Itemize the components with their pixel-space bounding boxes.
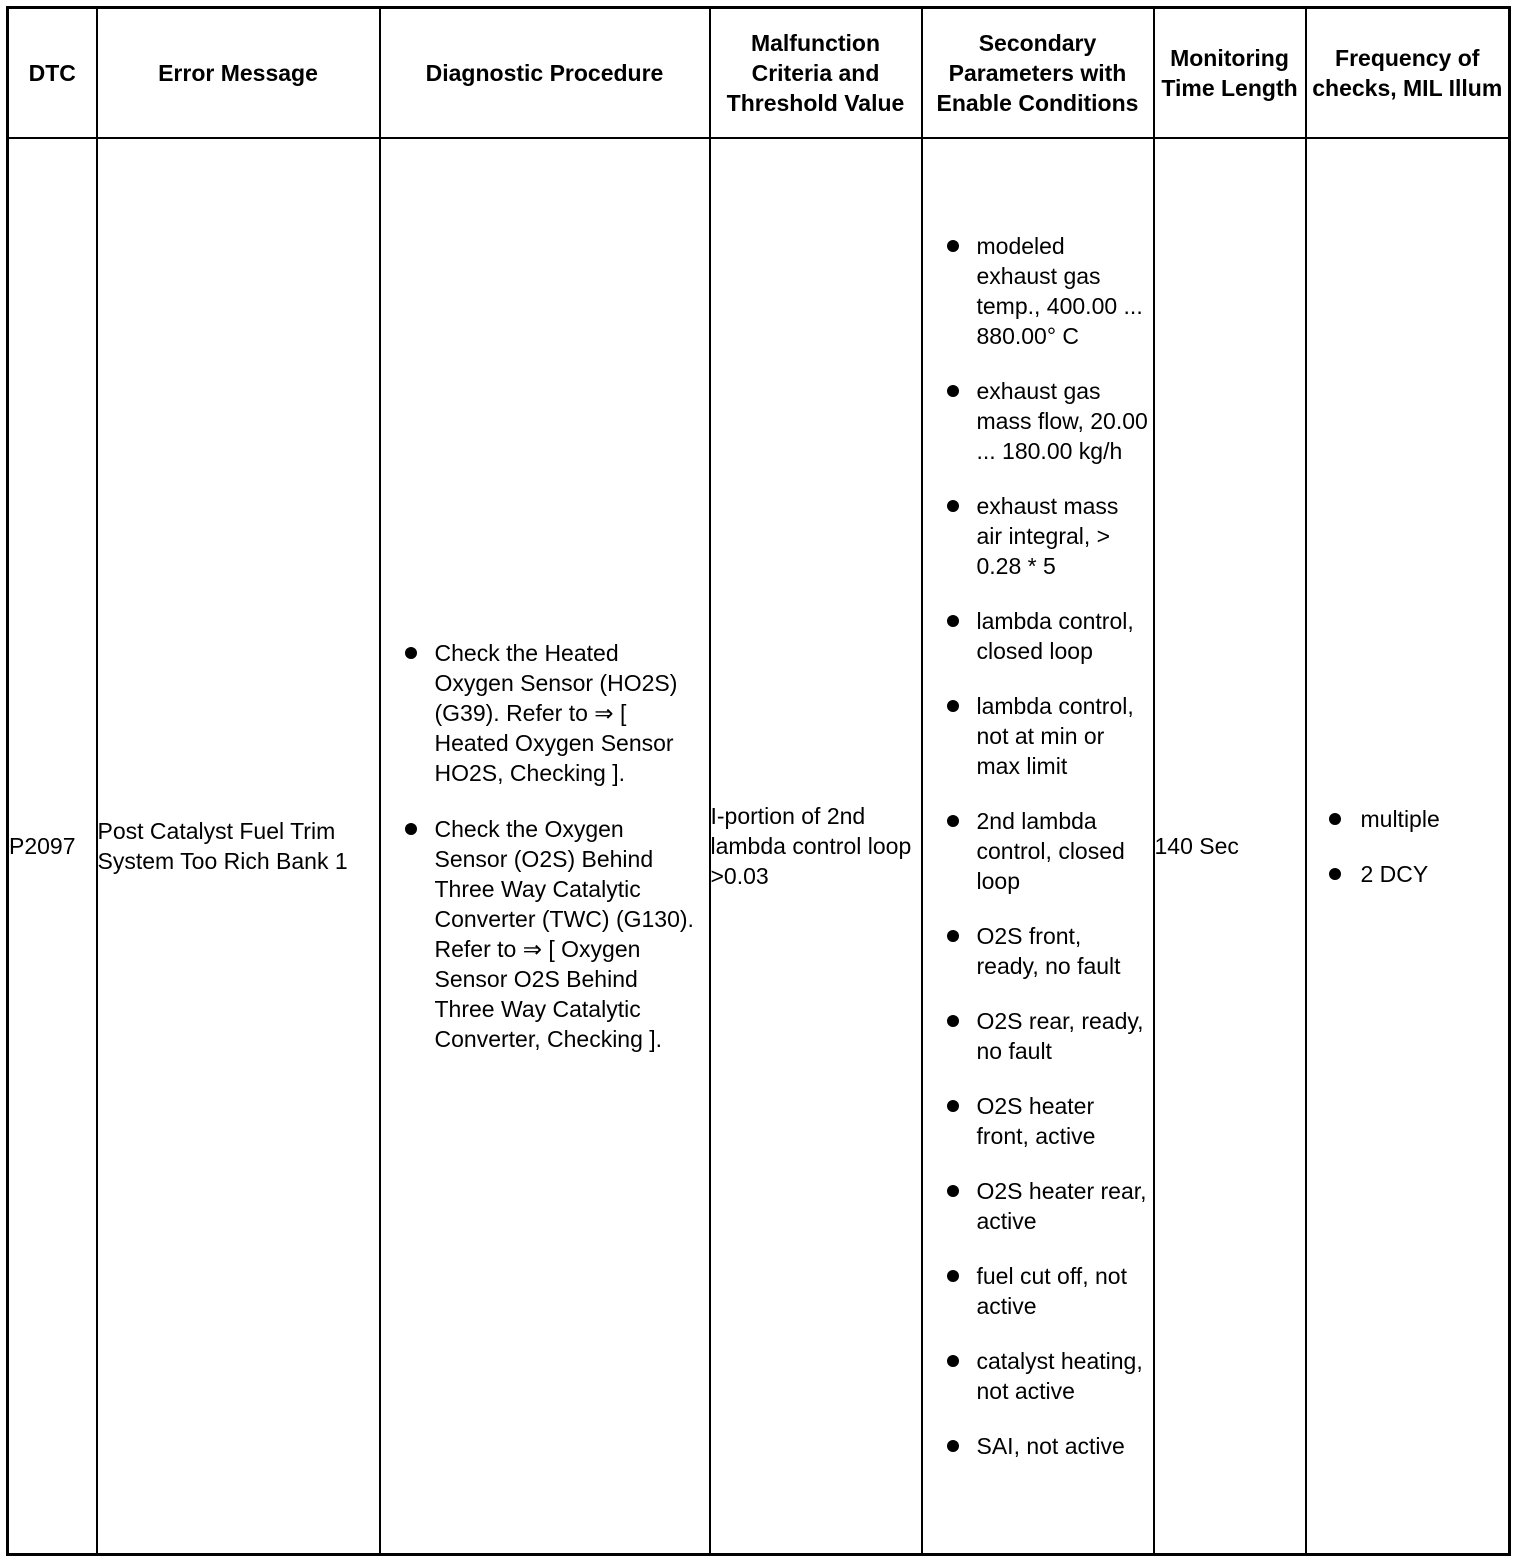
parameter-item: SAI, not active (923, 1431, 1153, 1461)
parameter-item: O2S front, ready, no fault (923, 921, 1153, 981)
malfunction-criteria-cell: I-portion of 2nd lambda control loop >0.03 (710, 138, 922, 1555)
dtc-code-cell: P2097 (8, 138, 97, 1555)
header-row (8, 8, 1510, 139)
parameter-item: O2S heater front, active (923, 1091, 1153, 1151)
header-error-message: Error Message (97, 8, 380, 139)
monitoring-time-cell: 140 Sec (1154, 138, 1306, 1555)
diagnostic-procedure-list (381, 638, 709, 1054)
parameter-item: exhaust gas mass flow, 20.00 ... 180.00 kg/h (923, 376, 1153, 466)
parameter-item: lambda control, not at min or max limit (923, 691, 1153, 781)
table-row (8, 138, 1510, 1555)
header-malfunction-criteria: Malfunction Criteria and Threshold Value (710, 8, 922, 139)
secondary-parameters-list (923, 231, 1153, 1461)
diagnostic-procedure-cell (380, 138, 710, 1555)
parameter-item: catalyst heating, not active (923, 1346, 1153, 1406)
header-secondary-parameters: Secondary Parameters with Enable Conditions (922, 8, 1154, 139)
parameter-item: 2nd lambda control, closed loop (923, 806, 1153, 896)
frequency-item: multiple (1307, 804, 1509, 834)
parameter-item: modeled exhaust gas temp., 400.00 ... 880.00° C (923, 231, 1153, 351)
procedure-item: Check the Oxygen Sensor (O2S) Behind Three Way Catalytic Converter (TWC) (G130). Refer to ⇒ [ Oxygen Sensor O2S Behind Three Way Catalytic Converter, Checking ]. (381, 814, 709, 1054)
frequency-item: 2 DCY (1307, 859, 1509, 889)
header-monitoring-time: Monitoring Time Length (1154, 8, 1306, 139)
table-header (8, 8, 1510, 139)
frequency-cell (1306, 138, 1510, 1555)
parameter-item: lambda control, closed loop (923, 606, 1153, 666)
header-diagnostic-procedure: Diagnostic Procedure (380, 8, 710, 139)
parameter-item: exhaust mass air integral, > 0.28 * 5 (923, 491, 1153, 581)
dtc-table (6, 6, 1511, 1556)
header-frequency: Frequency of checks, MIL Illum (1306, 8, 1510, 139)
frequency-list (1307, 804, 1509, 889)
secondary-parameters-cell (922, 138, 1154, 1555)
table-body (8, 138, 1510, 1555)
parameter-item: fuel cut off, not active (923, 1261, 1153, 1321)
parameter-item: O2S rear, ready, no fault (923, 1006, 1153, 1066)
parameter-item: O2S heater rear, active (923, 1176, 1153, 1236)
error-message-cell: Post Catalyst Fuel Trim System Too Rich Bank 1 (97, 138, 380, 1555)
procedure-item: Check the Heated Oxygen Sensor (HO2S) (G39). Refer to ⇒ [ Heated Oxygen Sensor HO2S, Checking ]. (381, 638, 709, 788)
header-dtc: DTC (8, 8, 97, 139)
